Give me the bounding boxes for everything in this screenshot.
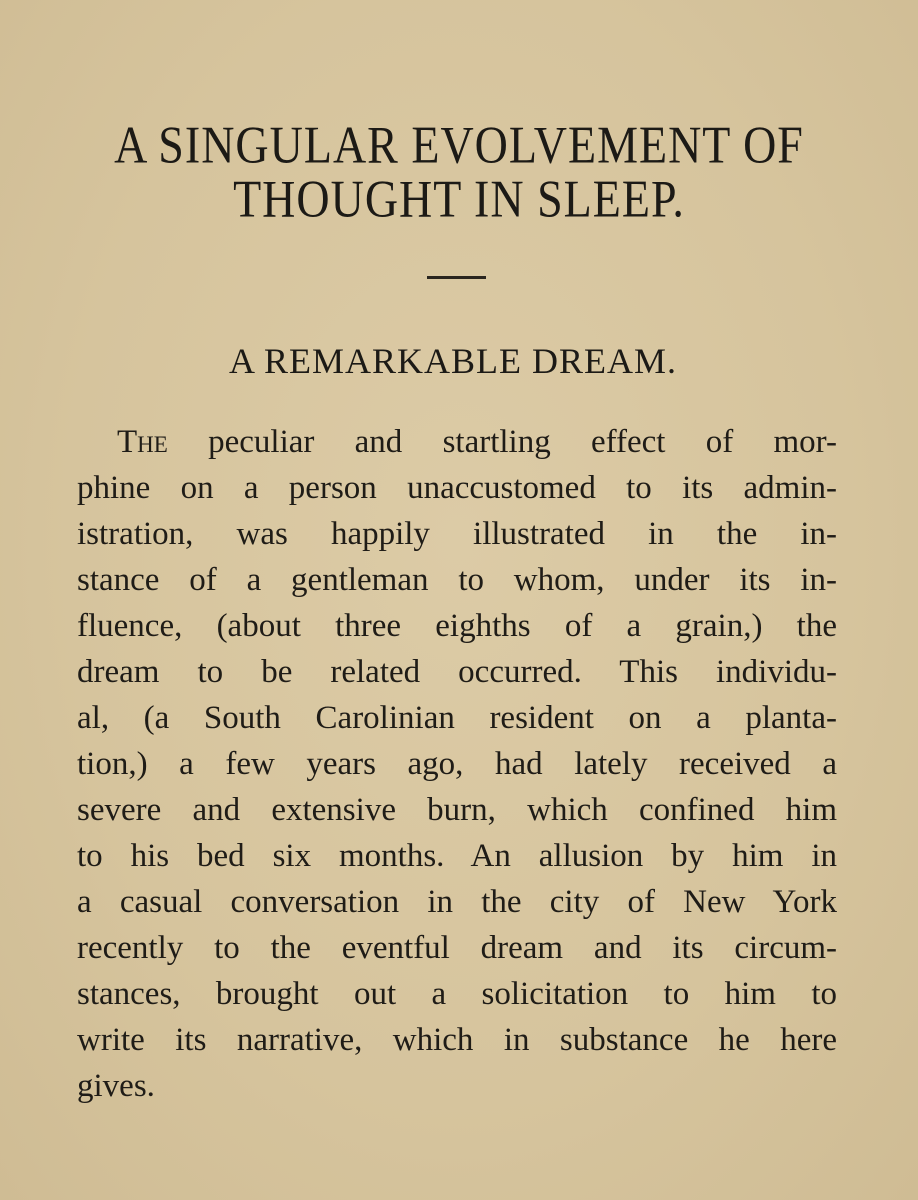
paragraph-line: dream to be related occurred. This individu- bbox=[77, 654, 837, 690]
paragraph-line: tion,) a few years ago, had lately received a bbox=[77, 746, 837, 782]
paragraph-line: recently to the eventful dream and its circum- bbox=[77, 930, 837, 966]
drop-word: The bbox=[117, 424, 168, 460]
chapter-title-line-1: A SINGULAR EVOLVEMENT OF bbox=[114, 115, 804, 174]
paragraph-line: write its narrative, which in substance he here bbox=[77, 1022, 837, 1058]
chapter-title-line-2: THOUGHT IN SLEEP. bbox=[233, 169, 685, 228]
paragraph-line: to his bed six months. An allusion by him in bbox=[77, 838, 837, 874]
paragraph-line: a casual conversation in the city of New York bbox=[77, 884, 837, 920]
paragraph-line: severe and extensive burn, which confined him bbox=[77, 792, 837, 828]
paragraph-line: al, (a South Carolinian resident on a planta- bbox=[77, 700, 837, 736]
paragraph-line: phine on a person unaccustomed to its admin- bbox=[77, 470, 837, 506]
paragraph-line: istration, was happily illustrated in the in- bbox=[77, 516, 837, 552]
section-heading: A REMARKABLE DREAM. bbox=[228, 341, 678, 381]
title-divider-rule bbox=[427, 276, 486, 279]
paragraph-line-last: gives. bbox=[77, 1068, 155, 1104]
paragraph-line-1-text: peculiar and startling effect of mor- bbox=[208, 424, 837, 460]
paragraph-line: stances, brought out a solicitation to him to bbox=[77, 976, 837, 1012]
paragraph-line: stance of a gentleman to whom, under its in- bbox=[77, 562, 837, 598]
paragraph-line: fluence, (about three eighths of a grain,) the bbox=[77, 608, 837, 644]
paragraph-line-1 bbox=[117, 420, 837, 464]
